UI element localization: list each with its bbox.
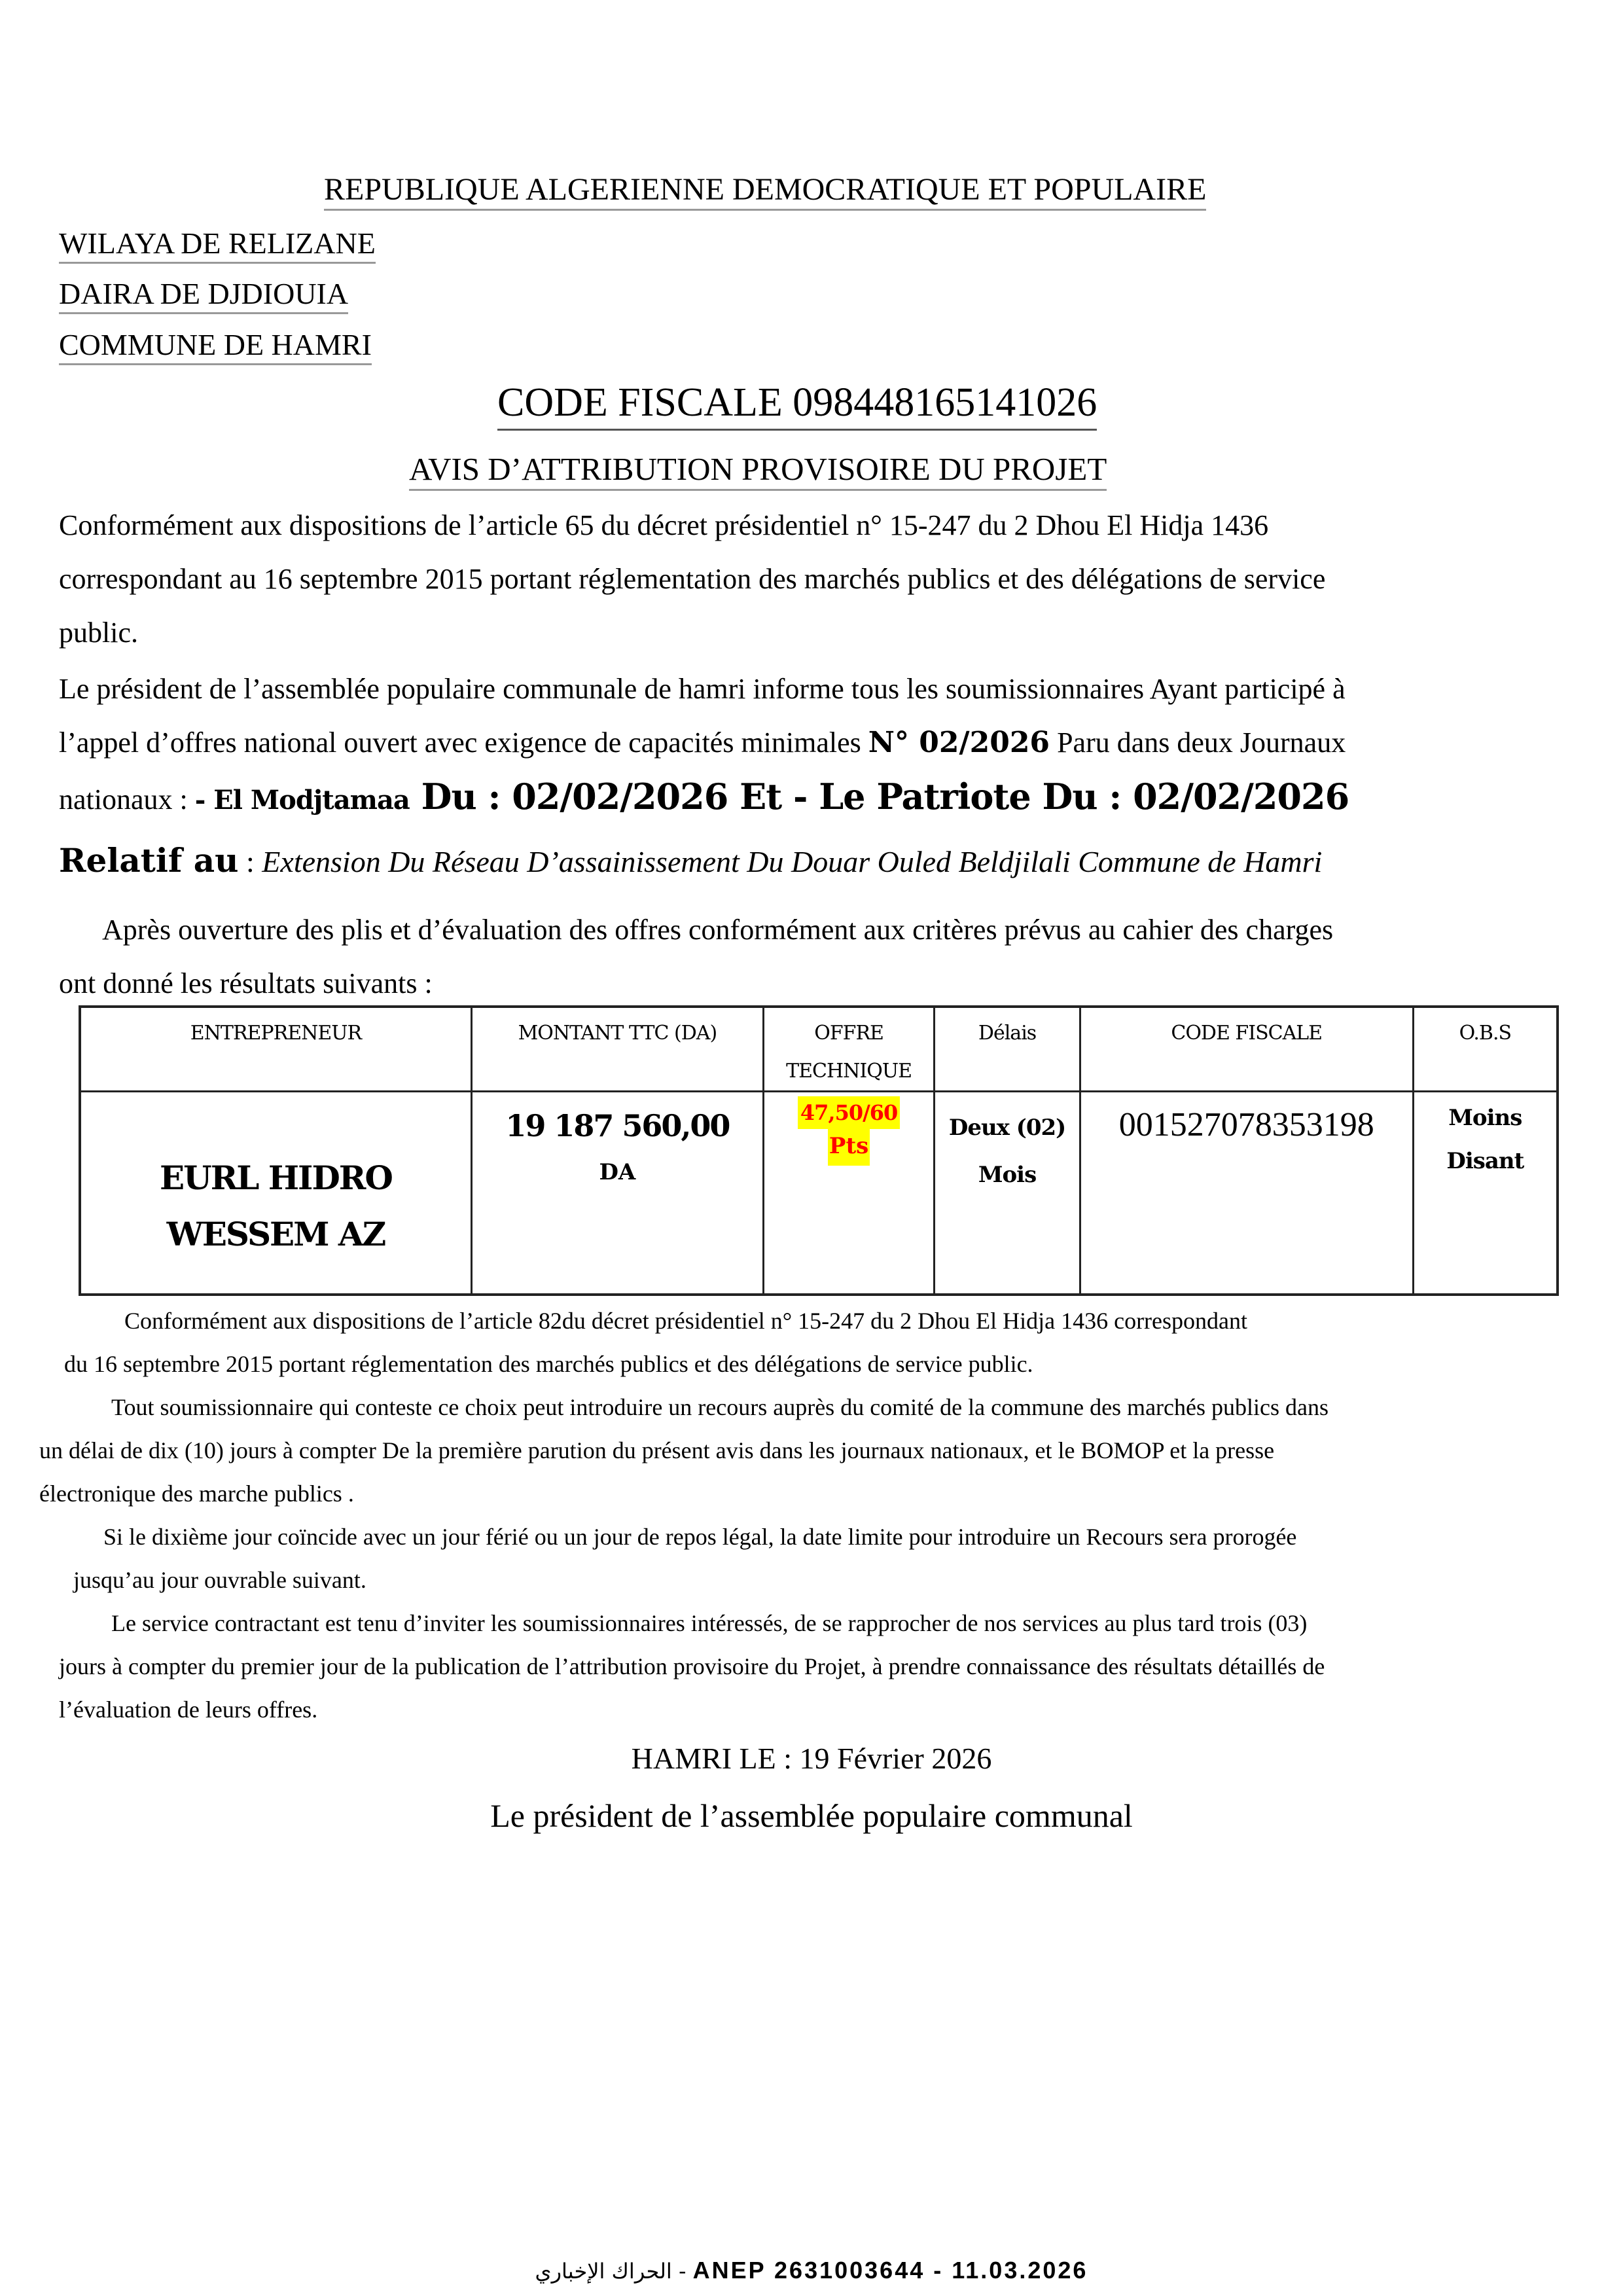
cell-montant [471,1092,763,1295]
announcement-text: nationaux : [59,783,195,816]
invitation-notice-line: Le service contractant est tenu d’inviter les soumissionnaires intéressés, de se rapprocher de nos services au plus tard trois (03) [111,1610,1308,1636]
legal-reference-line: Conformément aux dispositions de l’article 82du décret présidentiel n° 15-247 du 2 Dhou El Hidja 1436 correspondant [124,1308,1248,1334]
newspaper-name: - El Modjtamaa [194,785,410,816]
intro-line: correspondant au 16 septembre 2015 portant réglementation des marchés publics et des délégations de service [59,563,1326,595]
cell-obs [1413,1092,1558,1295]
announcement-line [59,716,1349,770]
project-object: Extension Du Réseau D’assainissement Du Douar Ouled Beldjilali Commune de Hamri [262,845,1323,878]
newspaper-arabic-name: الحراك الإخباري [535,2259,672,2284]
subject-line [59,841,1322,880]
anep-reference: ANEP 2631003644 - 11.03.2026 [692,2257,1088,2284]
footer-separator: - [671,2259,693,2284]
holiday-notice-line: Si le dixième jour coïncide avec un jour férié ou un jour de repos légal, la date limite pour introduire un Recours sera prorogée [103,1524,1297,1550]
technical-score: 47,50/60 [798,1096,900,1129]
amount-currency: DA [599,1159,636,1185]
signatory: Le président de l’assemblée populaire communal [490,1797,1133,1834]
wilaya-label: WILAYA DE RELIZANE [59,226,376,264]
intro-line: public. [59,617,138,649]
republic-heading: REPUBLIQUE ALGERIENNE DEMOCRATIQUE ET POPULAIRE [324,171,1206,211]
place-and-date: HAMRI LE : 19 Février 2026 [631,1742,992,1775]
announcement-line: Le président de l’assemblée populaire communale de hamri informe tous les soumissionnaires Ayant participé à [59,673,1346,705]
header-offre-line: OFFRE [814,1022,883,1045]
cell-entrepreneur [80,1092,471,1295]
delay-line: Mois [978,1162,1037,1188]
invitation-notice-line: l’évaluation de leurs offres. [59,1696,318,1723]
announcement-line [59,770,1349,827]
delay-value [935,1092,1079,1198]
intro-paragraph [59,499,1325,660]
amount-value: 19 187 560,00 [505,1108,730,1143]
results-intro [59,903,1333,1011]
observation-line: Moins [1448,1105,1522,1131]
publication-dates: Du : 02/02/2026 Et - Le Patriote Du : 02/02/2026 [409,776,1349,817]
legal-reference-line: du 16 septembre 2015 portant réglementation des marchés publics et des délégations de service public. [64,1351,1033,1377]
header-montant: MONTANT TTC (DA) [471,1007,763,1092]
entrepreneur-line: WESSEM AZ [166,1215,385,1253]
holiday-notice-line: jusqu’au jour ouvrable suivant. [73,1567,366,1593]
header-offre-technique [763,1007,934,1092]
results-table [79,1005,1559,1296]
table-row [80,1092,1558,1295]
publication-footer [0,2257,1623,2284]
cell-delais [935,1092,1080,1295]
code-fiscale-heading: CODE FISCALE 098448165141026 [497,380,1097,431]
cell-offre-technique [763,1092,934,1295]
header-entrepreneur: ENTREPRENEUR [80,1007,471,1092]
appeal-notice-line: Tout soumissionnaire qui conteste ce choix peut introduire un recours auprès du comité de la commune des marchés publics dans [111,1394,1329,1420]
results-intro-line: Après ouverture des plis et d’évaluation des offres conformément aux critères prévus au cahier des charges [102,914,1334,946]
header-delais: Délais [935,1007,1080,1092]
daira-label: DAIRA DE DJDIOUIA [59,276,348,314]
subject-label: Relatif au [59,841,239,880]
entrepreneur-line: EURL HIDRO [159,1158,392,1197]
tender-number: N° 02/2026 [868,726,1050,759]
announcement-text: Paru dans deux Journaux [1050,726,1346,759]
document-title: AVIS D’ATTRIBUTION PROVISOIRE DU PROJET [409,450,1107,491]
announcement-paragraph [59,662,1349,827]
cell-code-fiscale [1080,1092,1413,1295]
announcement-text: l’appel d’offres national ouvert avec exigence de capacités minimales [59,726,868,759]
technical-score-unit: Pts [828,1129,870,1166]
commune-label: COMMUNE DE HAMRI [59,327,372,365]
header-offre-line: TECHNIQUE [786,1060,912,1083]
tax-code-value: 001527078353198 [1118,1106,1374,1143]
results-intro-line: ont donné les résultats suivants : [59,967,433,999]
intro-line: Conformément aux dispositions de l’article 65 du décret présidentiel n° 15-247 du 2 Dhou El Hidja 1436 [59,509,1269,541]
header-obs: O.B.S [1413,1007,1558,1092]
subject-separator: : [238,845,262,878]
header-code-fiscale: CODE FISCALE [1080,1007,1413,1092]
observation-line: Disant [1446,1148,1524,1174]
observation-value [1414,1092,1556,1183]
appeal-notice-line: électronique des marche publics . [39,1480,354,1507]
appeal-notice-line: un délai de dix (10) jours à compter De la première parution du présent avis dans les journaux nationaux, et le BOMOP et la presse [39,1437,1275,1463]
entrepreneur-name [81,1092,471,1263]
table-header-row [80,1007,1558,1092]
invitation-notice-line: jours à compter du premier jour de la publication de l’attribution provisoire du Projet, à prendre connaissance des résultats détaillés de [59,1653,1325,1679]
delay-line: Deux (02) [948,1115,1066,1141]
